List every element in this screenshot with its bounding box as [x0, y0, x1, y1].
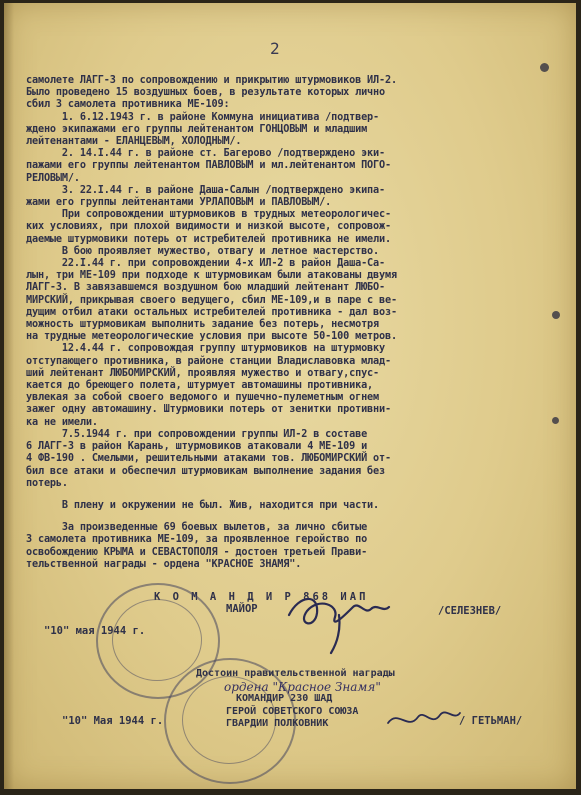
division-commander-name: / ГЕТЬМАН/: [459, 715, 523, 727]
ink-mark: [552, 311, 560, 319]
text-line: зажег одну автомашину. Штурмовики потерь от зенитки противни-: [26, 404, 391, 416]
text-line: сбил 3 самолета противника МЕ-109:: [26, 99, 230, 111]
text-line: дущим отбил атаки остальных истребителей противника - дал воз-: [26, 306, 397, 318]
text-line: тельственной награды - ордена "КРАСНОЕ ЗНАМЯ".: [26, 558, 302, 570]
paragraph-gap: [26, 490, 514, 500]
text-line: При сопровождении штурмовиков в трудных метеорологичес-: [26, 209, 391, 221]
award-line-1: Достоин правительственной награды: [196, 668, 395, 679]
text-line: 12.4.44 г. сопровождая группу штурмовиков на штурмовку: [26, 343, 386, 355]
text-line: ких условиях, при плохой видимости и низкой высоте, сопровож-: [26, 221, 391, 233]
text-line: ший лейтенант ЛЮБОМИРСКИЙ, проявляя мужество и отвагу,спус-: [26, 367, 380, 379]
text-line: 22.I.44 г. при сопровождении 4-х ИЛ-2 в район Даша-Са-: [26, 258, 386, 270]
commander-title: К О М А Н Д И Р 868 ИАП: [154, 591, 369, 603]
text-line: лейтенантами - ЕЛАНЦЕВЫМ, ХОЛОДНЫМ/.: [26, 136, 242, 148]
text-line: Было проведено 15 воздушных боев, в результате которых лично: [26, 87, 386, 99]
award-line-4: ГЕРОЙ СОВЕТСКОГО СОЮЗА: [226, 705, 359, 717]
text-line: 3 самолета противника МЕ-109, за проявленное геройство по: [26, 534, 368, 546]
commander-signature: [279, 585, 419, 655]
text-line: на трудные метеорологические условия при высоте 50-100 метров.: [26, 331, 397, 343]
award-line-5: ГВАРДИИ ПОЛКОВНИК: [226, 718, 329, 729]
division-commander-signature: [384, 701, 464, 737]
award-line-3: КОМАНДИР 230 ШАД: [236, 693, 333, 704]
text-line: 2. 14.I.44 г. в районе ст. Багерово /подтверждено эки-: [26, 148, 386, 160]
award-sheet-text: [26, 75, 514, 571]
text-line: В плену и окружении не был. Жив, находится при части.: [26, 499, 380, 511]
text-line: РЕЛОВЫМ/.: [26, 172, 80, 184]
text-line: МИРСКИЙ, прикрывая своего ведущего, сбил МЕ-109,и в паре с ве-: [26, 294, 397, 306]
ink-mark: [552, 417, 559, 424]
ink-mark: [540, 63, 549, 72]
award-date: "10" Мая 1944 г.: [62, 715, 164, 727]
text-line: 4 ФВ-190 . Смелыми, решительными атаками тов. ЛЮБОМИРСКИЙ от-: [26, 453, 391, 465]
text-line: пажами его группы лейтенантом ПАВЛОВЫМ и мл.лейтенантом ПОГО-: [26, 160, 391, 172]
text-line: освобождению КРЫМА и СЕВАСТОПОЛЯ - достоен третьей Прави-: [26, 546, 368, 558]
text-line: 7.5.1944 г. при сопровождении группы ИЛ-2 в составе: [26, 428, 368, 440]
text-line: 1. 6.12.1943 г. в районе Коммуна инициатива /подтвер-: [26, 111, 380, 123]
text-line: увлекая за собой своего ведомого и пушечно-пулеметным огнем: [26, 392, 380, 404]
text-line: ЛАГГ-3. В завязавшемся воздушном бою младший лейтенант ЛЮБО-: [26, 282, 386, 294]
text-line: 3. 22.I.44 г. в районе Даша-Салын /подтверждено экипа-: [26, 184, 386, 196]
page-edge-shadow: [4, 3, 14, 789]
award-handwritten: ордена "Красное Знамя": [224, 679, 381, 694]
text-line: лын, три МЕ-109 при подходе к штурмовикам были атакованы двумя: [26, 270, 397, 282]
document-page: [4, 3, 576, 789]
text-line: 6 ЛАГГ-3 в район Карань, штурмовиков атаковали 4 МЕ-109 и: [26, 441, 368, 453]
commander-name: /СЕЛЕЗНЕВ/: [438, 605, 502, 617]
text-line: самолете ЛАГГ-3 по сопровождению и прикрытию штурмовиков ИЛ-2.: [26, 75, 397, 86]
paragraph-gap: [26, 512, 514, 522]
text-line: жами его группы лейтенантами УРЛАПОВЫМ и ПАВЛОВЫМ/.: [26, 197, 332, 209]
text-line: В бою проявляет мужество, отвагу и летное мастерство.: [26, 245, 380, 257]
text-line: потерь.: [26, 477, 68, 489]
text-line: ждено экипажами его группы лейтенантом ГОНЦОВЫМ и младшим: [26, 123, 368, 135]
text-line: кается до бреющего полета, штурмует автомашины противника,: [26, 380, 374, 392]
text-line: За произведенные 69 боевых вылетов, за лично сбитые: [26, 522, 368, 534]
commander-rank: МАЙОР: [226, 603, 258, 615]
text-line: отступающего противника, в районе станции Владиславовка млад-: [26, 355, 391, 367]
text-line: бил все атаки и обеспечил штурмовикам выполнение задания без: [26, 465, 386, 477]
page-number: 2: [270, 39, 280, 58]
text-line: можность штурмовикам выполнить задание без потерь, несмотря: [26, 319, 380, 331]
commander-date: "10" мая 1944 г.: [44, 625, 146, 637]
text-line: даемые штурмовики потерь от истребителей противника не имели.: [26, 233, 391, 245]
text-line: ка не имели.: [26, 416, 98, 428]
